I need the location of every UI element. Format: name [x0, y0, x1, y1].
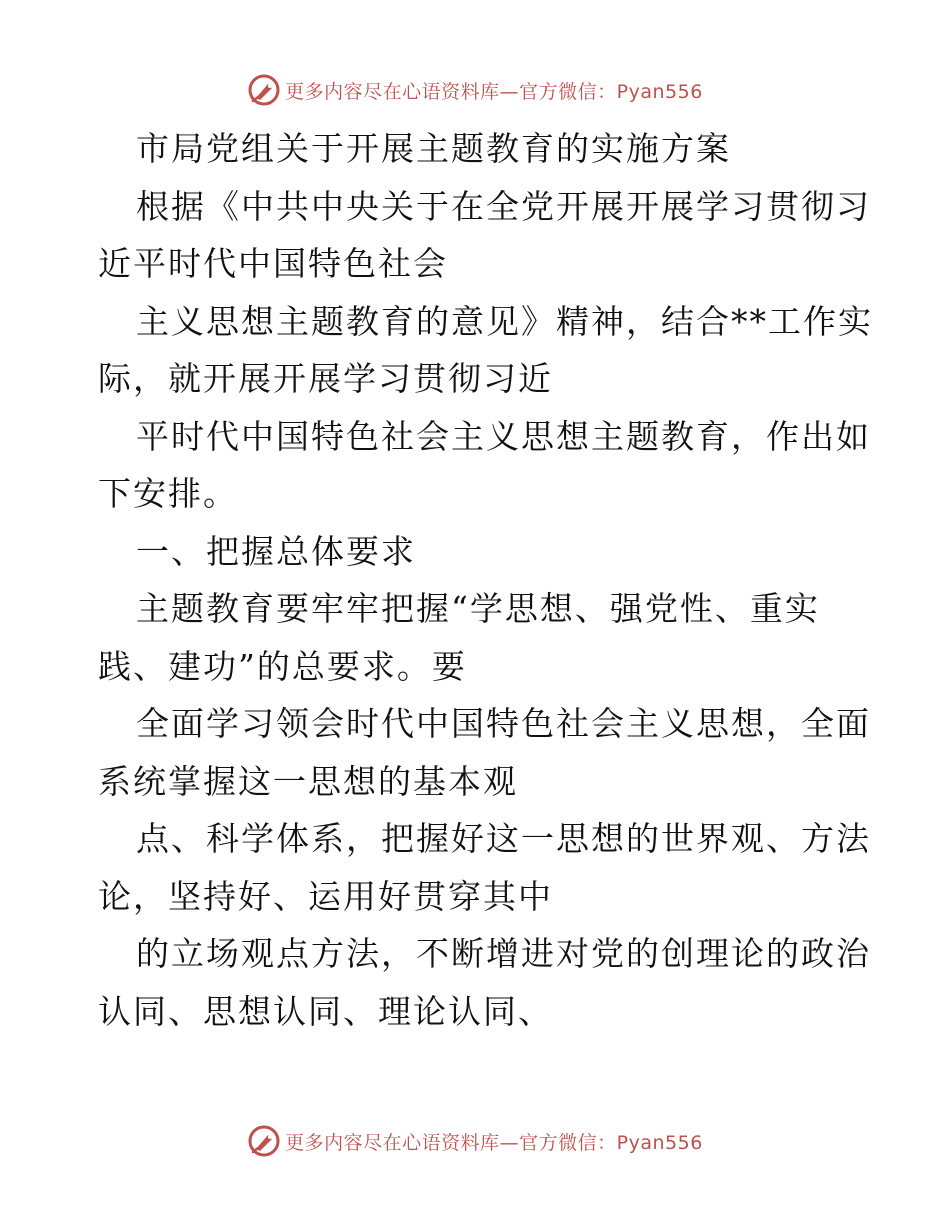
text-line: 认同、思想认同、理论认同、: [98, 991, 553, 1031]
text-line: 市局党组关于开展主题教育的实施方案: [136, 129, 731, 168]
text-line: 平时代中国特色社会主义思想主题教育，作出如: [136, 416, 871, 456]
footer-watermark-banner: [0, 1121, 950, 1161]
text-line: 论，坚持好、运用好贯穿其中: [98, 876, 553, 916]
document-body: [98, 120, 873, 1040]
text-line: 系统掌握这一思想的基本观: [98, 761, 518, 801]
text-line: 践、建功”的总要求。要: [98, 646, 467, 686]
text-line: 际，就开展开展学习贯彻习近: [98, 359, 553, 398]
text-line: 主题教育要牢牢把握“学思想、强党性、重实: [136, 589, 820, 628]
text-line: 点、科学体系，把握好这一思想的世界观、方法: [136, 819, 871, 858]
text-line: 一、把握总体要求: [136, 531, 416, 571]
text-line: 下安排。: [98, 474, 238, 513]
header-watermark-banner: [0, 70, 950, 110]
watermark-text: 更多内容尽在心语资料库—官方微信：Pyan556: [285, 80, 703, 103]
text-line: 近平时代中国特色社会: [98, 244, 448, 283]
text-line: 全面学习领会时代中国特色社会主义思想，全面: [136, 704, 871, 743]
text-line: 主义思想主题教育的意见》精神，结合**工作实: [136, 301, 873, 341]
text-line: 的立场观点方法，不断增进对党的创理论的政治: [136, 934, 871, 973]
watermark-text: 更多内容尽在心语资料库—官方微信：Pyan556: [285, 1131, 703, 1154]
pen-nib-logo-icon: [247, 73, 281, 107]
text-line: 根据《中共中央关于在全党开展开展学习贯彻习: [136, 186, 871, 226]
pen-nib-logo-icon: [247, 1124, 281, 1158]
